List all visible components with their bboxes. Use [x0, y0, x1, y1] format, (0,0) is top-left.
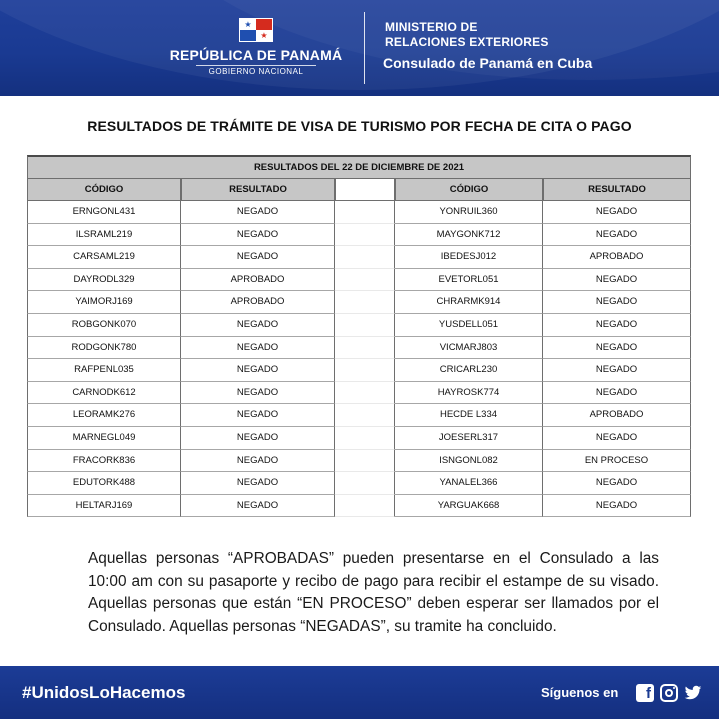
instructions-paragraph: Aquellas personas “APROBADAS” pueden presentarse en el Consulado a las 10:00 am con su pasaporte y recibo de pago para recibir el estampe de su visado. Aquellas personas que están “EN PROCESO” deben esperar ser llamados por el Consulado. Aquellas personas “NEGADAS”, su tramite ha concluido.	[88, 550, 659, 635]
spacer-cell	[335, 382, 395, 405]
result-cell-left: NEGADO	[181, 337, 335, 360]
code-cell-right: VICMARJ803	[395, 337, 543, 360]
code-cell-right: YUSDELL051	[395, 314, 543, 337]
spacer-cell	[335, 495, 395, 518]
result-cell-right: NEGADO	[543, 224, 691, 247]
code-cell-right: MAYGONK712	[395, 224, 543, 247]
panama-flag-icon	[239, 18, 273, 42]
result-cell-left: APROBADO	[181, 291, 335, 314]
follow-label: Síguenos en	[541, 685, 619, 700]
flag-red-star: ★	[256, 30, 272, 41]
code-cell-left: LEORAMK276	[27, 404, 181, 427]
result-cell-left: NEGADO	[181, 450, 335, 473]
code-cell-right: IBEDESJ012	[395, 246, 543, 269]
code-cell-left: DAYRODL329	[27, 269, 181, 292]
code-cell-right: EVETORL051	[395, 269, 543, 292]
result-cell-right: NEGADO	[543, 382, 691, 405]
spacer-cell	[335, 246, 395, 269]
twitter-icon[interactable]	[684, 684, 702, 702]
result-cell-left: NEGADO	[181, 427, 335, 450]
instagram-icon[interactable]	[660, 684, 678, 702]
result-cell-right: NEGADO	[543, 427, 691, 450]
result-cell-left: NEGADO	[181, 201, 335, 224]
page-title: RESULTADOS DE TRÁMITE DE VISA DE TURISMO POR FECHA DE CITA O PAGO	[87, 118, 632, 134]
code-cell-left: CARNODK612	[27, 382, 181, 405]
code-cell-left: RODGONK780	[27, 337, 181, 360]
results-table	[27, 155, 691, 517]
code-cell-left: FRACORK836	[27, 450, 181, 473]
code-cell-left: ILSRAML219	[27, 224, 181, 247]
results-grid	[27, 179, 691, 517]
result-cell-left: NEGADO	[181, 314, 335, 337]
government-label: GOBIERNO NACIONAL	[196, 65, 316, 78]
code-cell-right: YARGUAK668	[395, 495, 543, 518]
code-cell-right: ISNGONL082	[395, 450, 543, 473]
result-cell-left: NEGADO	[181, 472, 335, 495]
spacer-cell	[335, 314, 395, 337]
code-cell-left: YAIMORJ169	[27, 291, 181, 314]
result-cell-left: NEGADO	[181, 224, 335, 247]
result-cell-left: NEGADO	[181, 495, 335, 518]
result-cell-right: NEGADO	[543, 337, 691, 360]
code-cell-left: RAFPENL035	[27, 359, 181, 382]
spacer-cell	[335, 404, 395, 427]
hashtag-label: #UnidosLoHacemos	[22, 683, 186, 702]
result-cell-right: NEGADO	[543, 269, 691, 292]
spacer-cell	[335, 224, 395, 247]
code-cell-right: HECDE L334	[395, 404, 543, 427]
header-spacer	[335, 179, 395, 201]
code-cell-right: HAYROSK774	[395, 382, 543, 405]
code-cell-left: ERNGONL431	[27, 201, 181, 224]
result-cell-left: APROBADO	[181, 269, 335, 292]
spacer-cell	[335, 472, 395, 495]
result-cell-right: APROBADO	[543, 246, 691, 269]
header-divider	[364, 12, 365, 84]
result-cell-right: NEGADO	[543, 359, 691, 382]
code-cell-left: EDUTORK488	[27, 472, 181, 495]
result-cell-left: NEGADO	[181, 382, 335, 405]
result-cell-right: NEGADO	[543, 201, 691, 224]
header-result-right: RESULTADO	[543, 179, 691, 201]
code-cell-left: CARSAML219	[27, 246, 181, 269]
consulate-name: Consulado de Panamá en Cuba	[383, 55, 593, 71]
flag-blue-star: ★	[240, 19, 256, 30]
flag-blue-quarter	[240, 30, 256, 41]
code-cell-left: ROBGONK070	[27, 314, 181, 337]
spacer-cell	[335, 450, 395, 473]
code-cell-right: YONRUIL360	[395, 201, 543, 224]
result-cell-right: APROBADO	[543, 404, 691, 427]
code-cell-right: JOESERL317	[395, 427, 543, 450]
flag-red-quarter	[256, 19, 272, 30]
result-cell-right: NEGADO	[543, 495, 691, 518]
results-date-band: RESULTADOS DEL 22 DE DICIEMBRE DE 2021	[27, 155, 691, 179]
spacer-cell	[335, 291, 395, 314]
result-cell-left: NEGADO	[181, 246, 335, 269]
header-code-right: CÓDIGO	[395, 179, 543, 201]
ministry-line-2: RELACIONES EXTERIORES	[385, 35, 549, 49]
country-name: REPÚBLICA DE PANAMÁ	[169, 47, 343, 63]
code-cell-right: YANALEL366	[395, 472, 543, 495]
footer-banner	[0, 666, 719, 719]
spacer-cell	[335, 337, 395, 360]
result-cell-left: NEGADO	[181, 404, 335, 427]
code-cell-right: CRICARL230	[395, 359, 543, 382]
code-cell-left: HELTARJ169	[27, 495, 181, 518]
header-result-left: RESULTADO	[181, 179, 335, 201]
result-cell-right: NEGADO	[543, 314, 691, 337]
spacer-cell	[335, 359, 395, 382]
facebook-icon[interactable]: f	[636, 684, 654, 702]
spacer-cell	[335, 201, 395, 224]
spacer-cell	[335, 427, 395, 450]
ministry-line-1: MINISTERIO DE	[385, 20, 478, 34]
result-cell-right: NEGADO	[543, 291, 691, 314]
code-cell-right: CHRARMK914	[395, 291, 543, 314]
result-cell-left: NEGADO	[181, 359, 335, 382]
header-code-left: CÓDIGO	[27, 179, 181, 201]
code-cell-left: MARNEGL049	[27, 427, 181, 450]
result-cell-right: NEGADO	[543, 472, 691, 495]
spacer-cell	[335, 269, 395, 292]
header-banner	[0, 0, 719, 96]
result-cell-right: EN PROCESO	[543, 450, 691, 473]
